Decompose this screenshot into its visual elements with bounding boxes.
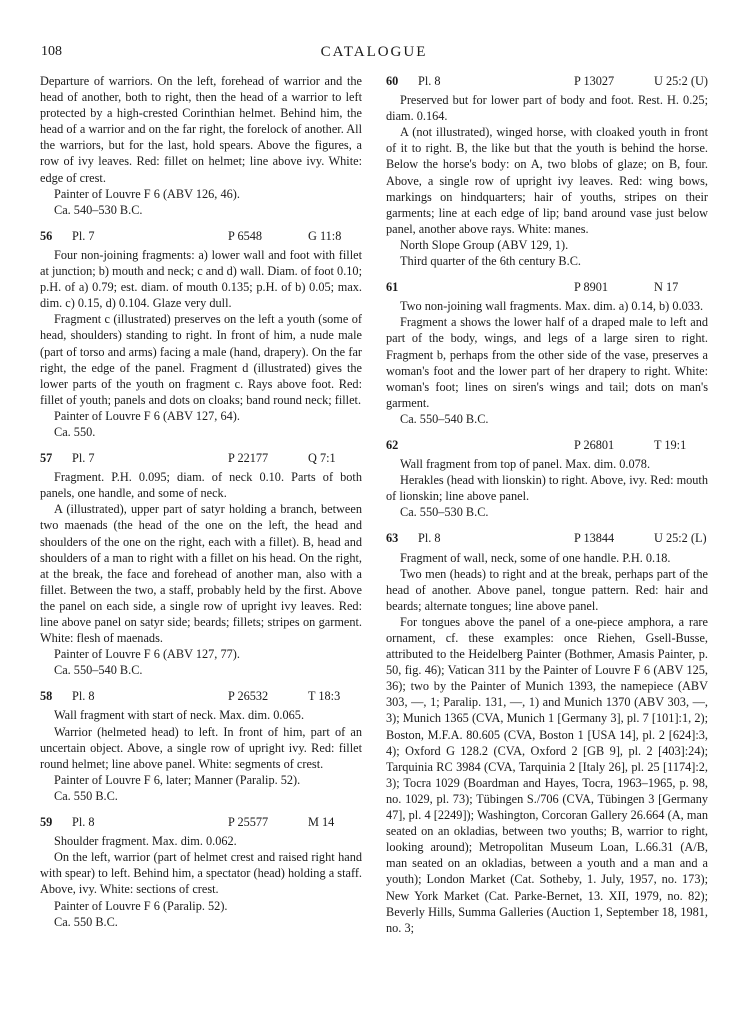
entry-number: 62 bbox=[386, 437, 399, 452]
entry-number: 60 bbox=[386, 74, 399, 88]
entry-heading bbox=[386, 279, 708, 295]
entry-heading bbox=[40, 814, 362, 830]
entry-date: Ca. 550. bbox=[54, 424, 96, 439]
entry-paragraph: Two non-joining wall fragments. Max. dim. a) 0.14, b) 0.033. bbox=[400, 299, 704, 314]
entry-63 bbox=[386, 530, 708, 935]
entry-plate: Pl. 8 bbox=[72, 689, 95, 704]
entry-deposit: N 17 bbox=[654, 280, 679, 295]
entry-deposit: U 25:2 (L) bbox=[654, 531, 707, 546]
page-header bbox=[0, 44, 748, 66]
entry-inventory: P 8901 bbox=[574, 280, 609, 295]
page-number: 108 bbox=[41, 44, 62, 59]
entry-deposit: T 18:3 bbox=[308, 689, 341, 704]
entry-number: 63 bbox=[386, 531, 399, 546]
entry-plate: Pl. 7 bbox=[72, 451, 95, 466]
entry-heading bbox=[386, 437, 708, 453]
entry-deposit: M 14 bbox=[308, 815, 335, 830]
entry-attribution: Painter of Louvre F 6 (ABV 126, 46). bbox=[54, 186, 240, 201]
entry-60 bbox=[386, 73, 708, 269]
entry-number: 56 bbox=[40, 228, 53, 243]
entry-heading bbox=[386, 530, 708, 546]
entry-number: 57 bbox=[40, 451, 53, 466]
entry-number: 59 bbox=[40, 815, 53, 830]
entry-57 bbox=[40, 450, 362, 678]
entry-date: Ca. 550 B.C. bbox=[54, 788, 118, 803]
entry-number: 58 bbox=[40, 689, 53, 704]
entry-paragraph: For tongues above the panel of a one-piece amphora, a rare ornament, cf. these examples: once Riehen, Gsell-Busse, attributed to the Heidelberg Painter (Bothmer, Amasis Painter, p. 50, fig. 46); Vatican 311 by the Painter of Louvre F 6 (ABV 125, 36); two by the Painter of Munich 1393, the namepiece (ABV 303, —, 1; Paralip. 131, —, 1) and Munich 1370 (ABV 303, —, 3); Munich 1365 (CVA, Munich 1 [Germany 3], pl. 7 [101]:1, 2); Boston, M.F.A. 80.605 (CVA, Boston 1 [USA 14], pl. 2 [624]:3, 4); Oxford G 128.2 (CVA, Oxford 2 [GB 9], pl. 2 [403]:24); Tarquinia RC 3984 (CVA, Tarquinia 2 [Italy 26], pl. 25 [1174]:2, 3); Tocra 1029 (Boardman and Hayes, Tocra, 1963–1965, p. 98, no. 1029, pl. 73); Tübingen S./706 (CVA, Tübingen 3 [Germany 47], pl. 4 [2249]); Washington, Corcoran Gallery 26.664 (A, man seated on an okladias, between two youths; B, warrior to right, looking around); Metropolitan Museum Loan, L.66.31 (A/B, man seated on an okladias, between a youth and a man and a youth); London Market (Cat. Sotheby, 1. July, 1957, no. 173); New York Market (Cat. Parke-Bernet, 13. XII, 1979, no. 82); Beverly Hills, Summa Galleries (Auction 1, September 18, 1981, no. 3; bbox=[386, 614, 708, 935]
entry-heading bbox=[40, 450, 362, 466]
entry-61 bbox=[386, 279, 708, 427]
entry-inventory: P 13844 bbox=[574, 531, 615, 546]
entry-date: Ca. 550 B.C. bbox=[54, 914, 118, 929]
entry-inventory: P 26532 bbox=[228, 689, 269, 704]
entry-plate: Pl. 8 bbox=[72, 815, 95, 830]
entry-paragraph: Fragment of wall, neck, some of one handle. P.H. 0.18. bbox=[400, 550, 671, 565]
entry-attribution: Painter of Louvre F 6, later; Manner (Paralip. 52). bbox=[54, 772, 301, 787]
entry-paragraph: Four non-joining fragments: a) lower wall and foot with fillet at junction; b) mouth and neck; c and d) wall. Diam. of foot 0.10; p.H. of a) 0.79; est. diam. of mouth 0.135; p.H. of b) 0.05; max. dim. c) 0.15, d) 0.104. Glaze very dull. bbox=[40, 247, 362, 311]
entry-paragraph: Wall fragment from top of panel. Max. dim. 0.078. bbox=[400, 457, 651, 472]
entry-paragraph: Preserved but for lower part of body and foot. Rest. H. 0.25; diam. 0.164. bbox=[386, 93, 708, 124]
entry-date: Ca. 540–530 B.C. bbox=[54, 202, 143, 217]
entry-attribution: Painter of Louvre F 6 (ABV 127, 64). bbox=[54, 408, 240, 423]
entry-62 bbox=[386, 437, 708, 520]
entry-paragraph: A (illustrated), upper part of satyr holding a branch, between two maenads (the head of the one on the left, the head and shoulders of the one on the right, each with a fillet). B, head and shoulders of a man to right with a fillet on his head. On the right, at the break, the face and forehead of another man, also with a fillet. Between the two, a staff, probably held by the first. Above the panel on each side, a single row of upright ivy leaves. Red: line above panel on satyr side; beards; fillets; stripes on garment. White: flesh of maenads. bbox=[40, 502, 362, 646]
entry-inventory: P 6548 bbox=[228, 228, 263, 243]
entry-continued bbox=[40, 73, 362, 218]
right-column bbox=[386, 73, 708, 936]
entry-date: Third quarter of the 6th century B.C. bbox=[400, 254, 581, 269]
entry-deposit: U 25:2 (U) bbox=[654, 74, 708, 88]
entry-59 bbox=[40, 814, 362, 930]
entry-attribution: North Slope Group (ABV 129, 1). bbox=[400, 237, 569, 252]
entry-paragraph: Fragment a shows the lower half of a draped male to left and part of the body, wings, and legs of a large siren to right. Fragment b, perhaps from the other side of the vase, preserves a woman's foot and the lower part of her drapery to right. White: woman's foot; lines on siren's wings and tail; dots on man's garment. bbox=[386, 315, 708, 410]
entry-paragraph: Fragment. P.H. 0.095; diam. of neck 0.10. Parts of both panels, one handle, and some of neck. bbox=[40, 470, 362, 501]
entry-date: Ca. 550–530 B.C. bbox=[400, 505, 489, 520]
entry-paragraph: Warrior (helmeted head) to left. In front of him, part of an uncertain object. Above, a single row of upright ivy. Red: fillet round helmet; line above panel. White: segments of crest. bbox=[40, 724, 362, 771]
entry-number: 61 bbox=[386, 280, 399, 295]
entry-attribution: Painter of Louvre F 6 (ABV 127, 77). bbox=[54, 647, 240, 662]
entry-paragraph: Fragment c (illustrated) preserves on the left a youth (some of head, shoulders) standing to right. In front of him, a nude male (part of torso and arms) facing a male (hand, drapery). On the far right, the edge of the panel. Fragment d (illustrated) gives the lower parts of the youth on fragment c. Rays above foot. Red: fillet of youth; panels and dots on cloaks; band round neck; fillet. bbox=[40, 312, 362, 407]
entry-attribution: Painter of Louvre F 6 (Paralip. 52). bbox=[54, 898, 228, 913]
entry-inventory: P 22177 bbox=[228, 451, 269, 466]
entry-deposit: T 19:1 bbox=[654, 437, 687, 452]
entry-58 bbox=[40, 688, 362, 804]
entry-paragraph: A (not illustrated), winged horse, with cloaked youth in front of it to right. B, the like but that the youth is behind the horse. Below the horse's body: on A, two blobs of glaze; on B, four. Above, a single row of upright ivy leaves. Red: wing bows, markings on hindquarters; hair of youths, stripes on their garments; line at each edge of lip; band around vase just below panel, another above rays. White: manes. bbox=[386, 125, 708, 236]
entry-heading bbox=[386, 73, 708, 89]
left-column bbox=[40, 73, 362, 930]
entry-date: Ca. 550–540 B.C. bbox=[400, 411, 489, 426]
entry-inventory: P 13027 bbox=[574, 74, 615, 88]
entry-plate: Pl. 8 bbox=[418, 74, 441, 88]
entry-paragraph: Shoulder fragment. Max. dim. 0.062. bbox=[54, 834, 237, 849]
entry-paragraph: Two men (heads) to right and at the break, perhaps part of the head of another. Above panel, tongue pattern. Red: hair and beards; alternate tongues; line above panel. bbox=[386, 566, 708, 613]
entry-plate: Pl. 7 bbox=[72, 228, 95, 243]
entry-inventory: P 26801 bbox=[574, 437, 615, 452]
entry-inventory: P 25577 bbox=[228, 815, 269, 830]
entry-56 bbox=[40, 228, 362, 440]
entry-paragraph: Herakles (head with lionskin) to right. Above, ivy. Red: mouth of lionskin; line above panel. bbox=[386, 473, 708, 504]
entry-deposit: Q 7:1 bbox=[308, 451, 336, 466]
entry-date: Ca. 550–540 B.C. bbox=[54, 663, 143, 678]
entry-heading bbox=[40, 228, 362, 244]
entry-deposit: G 11:8 bbox=[308, 228, 342, 243]
running-title: CATALOGUE bbox=[320, 44, 428, 60]
entry-paragraph: Wall fragment with start of neck. Max. dim. 0.065. bbox=[54, 708, 305, 723]
entry-plate: Pl. 8 bbox=[418, 531, 441, 546]
entry-description: Departure of warriors. On the left, forehead of warrior and the head of another, both to right, then the head of a warrior to left protected by a high-crested Corinthian helmet. Behind him, the head of a warrior and on the far right, the forelock of another. All the warriors, but for the last, hold spears. Above the figures, a row of ivy leaves. Red: fillet on helmet; line above ivy. White: edge of crest. bbox=[40, 74, 362, 185]
entry-heading bbox=[40, 688, 362, 704]
entry-paragraph: On the left, warrior (part of helmet crest and raised right hand with spear) to left. Behind him, a spectator (head) holding a staff. Above, ivy. White: sections of crest. bbox=[40, 850, 362, 897]
